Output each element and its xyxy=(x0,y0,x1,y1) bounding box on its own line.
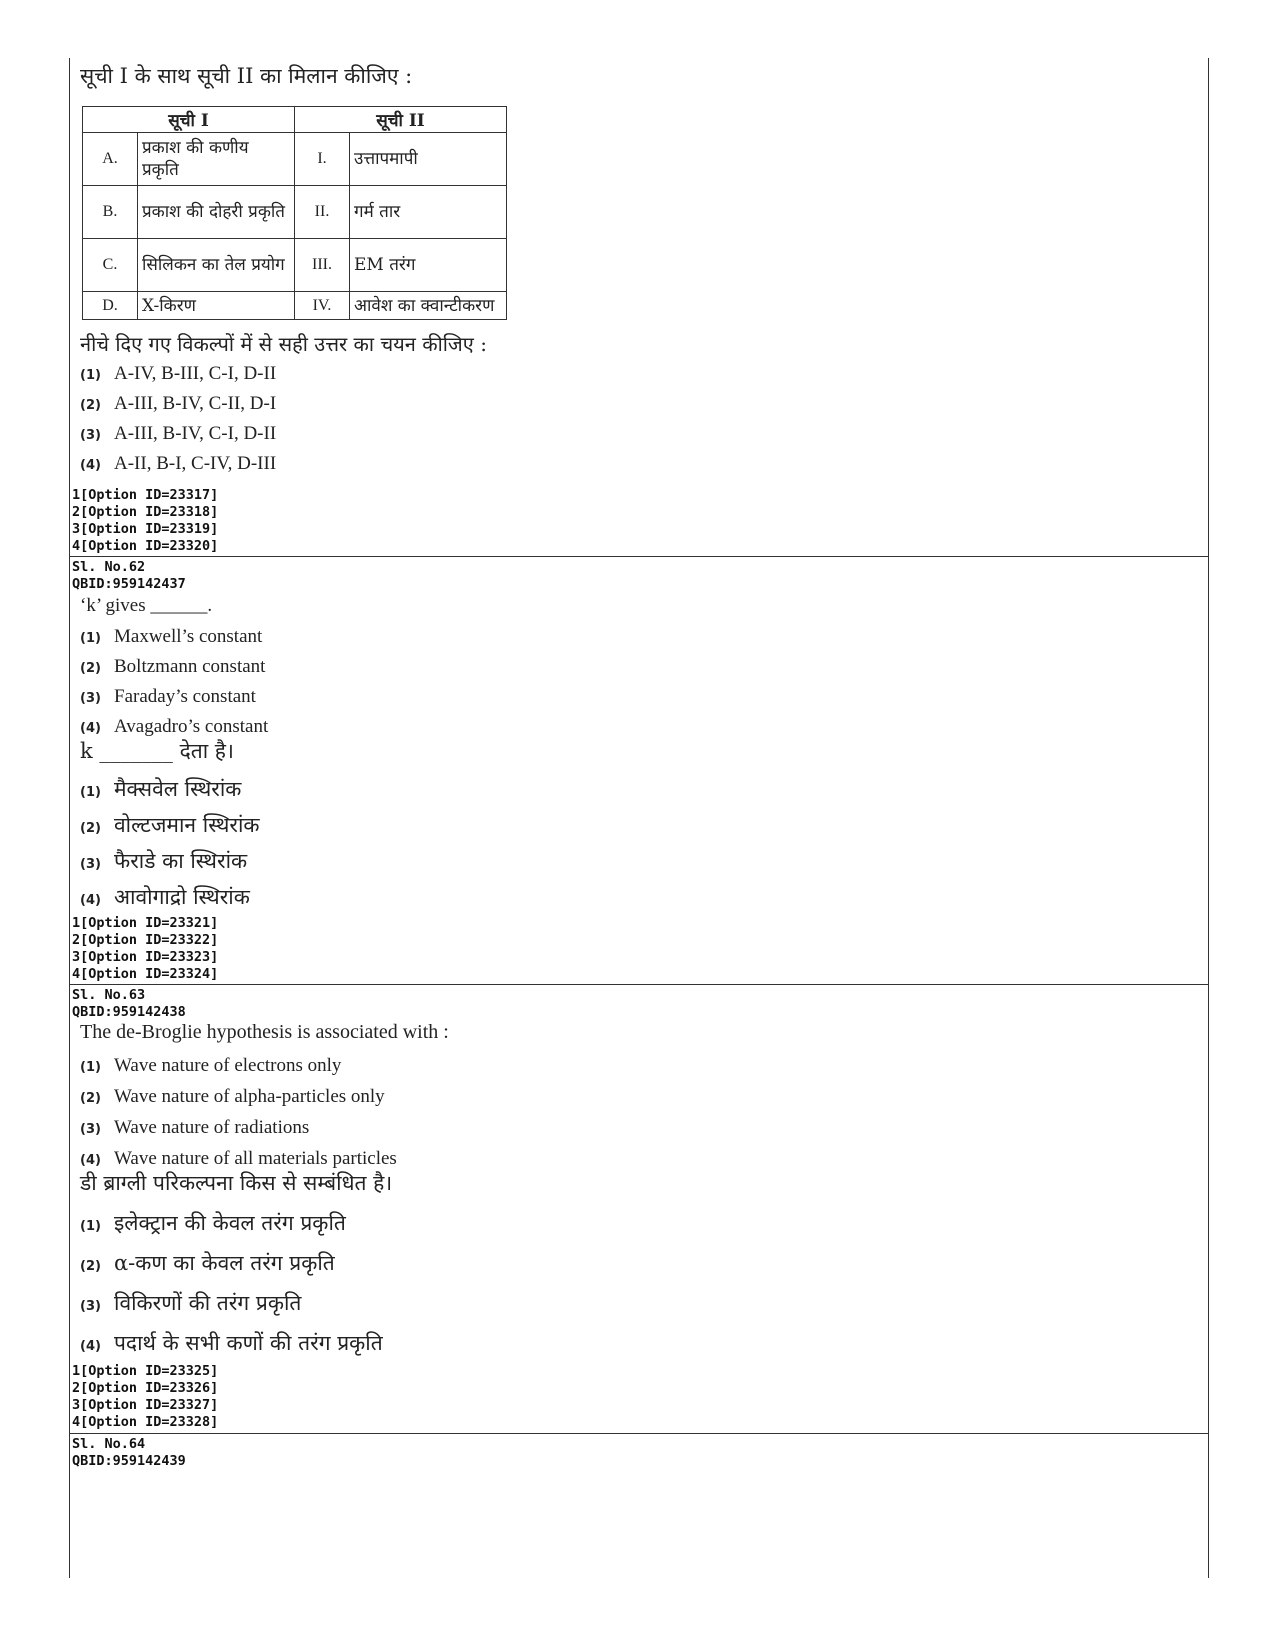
match-table xyxy=(82,106,507,320)
option-4[interactable] xyxy=(80,881,260,917)
options-list xyxy=(80,360,276,480)
option-number: (1) xyxy=(80,631,101,646)
option-id: 3[Option ID=23327] xyxy=(72,1397,219,1413)
option-2[interactable] xyxy=(80,1245,383,1285)
option-text: Wave nature of radiations xyxy=(114,1117,310,1138)
option-number: (2) xyxy=(80,821,101,836)
option-number: (3) xyxy=(80,1122,101,1137)
option-text: Wave nature of electrons only xyxy=(114,1055,342,1076)
option-number: (2) xyxy=(80,1091,101,1106)
options-list-hi xyxy=(80,1205,383,1365)
list-2-value: उत्तापमापी xyxy=(350,133,507,186)
option-number: (4) xyxy=(80,1153,101,1168)
question-text-hi: डी ब्राग्ली परिकल्पना किस से सम्बंधित है। xyxy=(80,1171,393,1195)
option-id: 1[Option ID=23317] xyxy=(72,487,219,503)
list-1-key: B. xyxy=(83,186,138,239)
option-id: 2[Option ID=23318] xyxy=(72,504,219,520)
table-row xyxy=(83,292,507,320)
option-id: 3[Option ID=23319] xyxy=(72,521,219,537)
option-3[interactable] xyxy=(80,420,276,450)
option-text: A-II, B-I, C-IV, D-III xyxy=(114,453,277,474)
option-text: Maxwell’s constant xyxy=(114,626,263,647)
table-row xyxy=(83,186,507,239)
option-number: (4) xyxy=(80,893,101,908)
option-text: Wave nature of all materials particles xyxy=(114,1148,397,1169)
option-id: 2[Option ID=23326] xyxy=(72,1380,219,1396)
question-62 xyxy=(70,556,1208,983)
list-2-key: III. xyxy=(295,239,350,292)
option-2[interactable] xyxy=(80,1082,397,1113)
option-3[interactable] xyxy=(80,845,260,881)
option-id: 4[Option ID=23328] xyxy=(72,1414,219,1430)
list-1-key: D. xyxy=(83,292,138,320)
option-text: मैक्सवेल स्थिरांक xyxy=(114,777,242,801)
option-1[interactable] xyxy=(80,360,276,390)
list-2-key: II. xyxy=(295,186,350,239)
option-number: (4) xyxy=(80,721,101,736)
option-4[interactable] xyxy=(80,450,276,480)
option-text: A-III, B-IV, C-I, D-II xyxy=(114,423,277,444)
table-row xyxy=(83,239,507,292)
question-paper-frame xyxy=(69,58,1209,1578)
options-list-en xyxy=(80,623,268,743)
option-id: 3[Option ID=23323] xyxy=(72,949,219,965)
list-1-value: प्रकाश की कणीय प्रकृति xyxy=(138,133,295,186)
option-id-list xyxy=(72,487,218,555)
question-63 xyxy=(70,984,1208,1432)
list-1-header: सूची I xyxy=(83,107,295,133)
question-text-en: The de-Broglie hypothesis is associated with : xyxy=(80,1021,449,1043)
option-number: (2) xyxy=(80,661,101,676)
question-61 xyxy=(70,58,1208,555)
option-text: A-IV, B-III, C-I, D-II xyxy=(114,363,277,384)
serial-number: Sl. No.62 xyxy=(72,559,146,575)
option-id-list xyxy=(72,915,218,983)
question-text-hi: k _______ देता है। xyxy=(80,739,234,763)
serial-number: Sl. No.63 xyxy=(72,987,146,1003)
option-number: (2) xyxy=(80,1259,101,1274)
qbid: QBID:959142438 xyxy=(72,1004,186,1020)
question-header xyxy=(72,1436,186,1470)
option-text: Wave nature of alpha-particles only xyxy=(114,1086,385,1107)
option-id: 2[Option ID=23322] xyxy=(72,932,219,948)
option-number: (2) xyxy=(80,398,101,413)
option-number: (4) xyxy=(80,458,101,473)
option-1[interactable] xyxy=(80,623,268,653)
list-2-key: IV. xyxy=(295,292,350,320)
option-number: (3) xyxy=(80,428,101,443)
options-list-hi xyxy=(80,773,260,917)
qbid: QBID:959142437 xyxy=(72,576,186,592)
question-64 xyxy=(70,1433,1208,1578)
option-2[interactable] xyxy=(80,653,268,683)
list-2-value: गर्म तार xyxy=(350,186,507,239)
option-id-list xyxy=(72,1363,218,1431)
option-text: इलेक्ट्रान की केवल तरंग प्रकृति xyxy=(114,1211,346,1235)
list-1-key: C. xyxy=(83,239,138,292)
option-1[interactable] xyxy=(80,1051,397,1082)
list-2-value: EM तरंग xyxy=(350,239,507,292)
list-2-key: I. xyxy=(295,133,350,186)
option-text: Avagadro’s constant xyxy=(114,716,269,737)
option-3[interactable] xyxy=(80,1285,383,1325)
list-1-value: प्रकाश की दोहरी प्रकृति xyxy=(138,186,295,239)
question-text-en: ‘k’ gives ______. xyxy=(80,595,213,616)
options-list-en xyxy=(80,1051,397,1175)
option-id: 1[Option ID=23321] xyxy=(72,915,219,931)
list-1-key: A. xyxy=(83,133,138,186)
option-number: (1) xyxy=(80,368,101,383)
option-text: विकिरणों की तरंग प्रकृति xyxy=(114,1291,302,1315)
option-1[interactable] xyxy=(80,773,260,809)
option-id: 1[Option ID=23325] xyxy=(72,1363,219,1379)
list-2-header: सूची II xyxy=(295,107,507,133)
option-number: (3) xyxy=(80,1299,101,1314)
option-text: A-III, B-IV, C-II, D-I xyxy=(114,393,277,414)
option-1[interactable] xyxy=(80,1205,383,1245)
option-id: 4[Option ID=23324] xyxy=(72,966,219,982)
option-number: (4) xyxy=(80,1339,101,1354)
option-text: वोल्टजमान स्थिरांक xyxy=(114,813,260,837)
question-header xyxy=(72,987,186,1021)
match-instruction: सूची I के साथ सूची II का मिलान कीजिए : xyxy=(80,64,413,88)
option-id: 4[Option ID=23320] xyxy=(72,538,219,554)
list-1-value: सिलिकन का तेल प्रयोग xyxy=(138,239,295,292)
option-number: (1) xyxy=(80,1219,101,1234)
option-number: (3) xyxy=(80,857,101,872)
option-text: α-कण का केवल तरंग प्रकृति xyxy=(114,1251,335,1275)
option-2[interactable] xyxy=(80,809,260,845)
qbid: QBID:959142439 xyxy=(72,1453,186,1469)
option-4[interactable] xyxy=(80,1325,383,1365)
option-text: Boltzmann constant xyxy=(114,656,266,677)
option-number: (1) xyxy=(80,1060,101,1075)
option-text: पदार्थ के सभी कणों की तरंग प्रकृति xyxy=(114,1331,383,1355)
answer-prompt: नीचे दिए गए विकल्पों में से सही उत्तर का चयन कीजिए : xyxy=(80,332,487,356)
question-header xyxy=(72,559,186,593)
option-number: (3) xyxy=(80,691,101,706)
option-text: Faraday’s constant xyxy=(114,686,256,707)
option-text: फैराडे का स्थिरांक xyxy=(114,849,248,873)
option-number: (1) xyxy=(80,785,101,800)
option-2[interactable] xyxy=(80,390,276,420)
serial-number: Sl. No.64 xyxy=(72,1436,146,1452)
table-row xyxy=(83,133,507,186)
option-3[interactable] xyxy=(80,683,268,713)
option-text: आवोगाद्रो स्थिरांक xyxy=(114,885,250,909)
list-2-value: आवेश का क्वान्टीकरण xyxy=(350,292,507,320)
list-1-value: X-किरण xyxy=(138,292,295,320)
option-3[interactable] xyxy=(80,1113,397,1144)
